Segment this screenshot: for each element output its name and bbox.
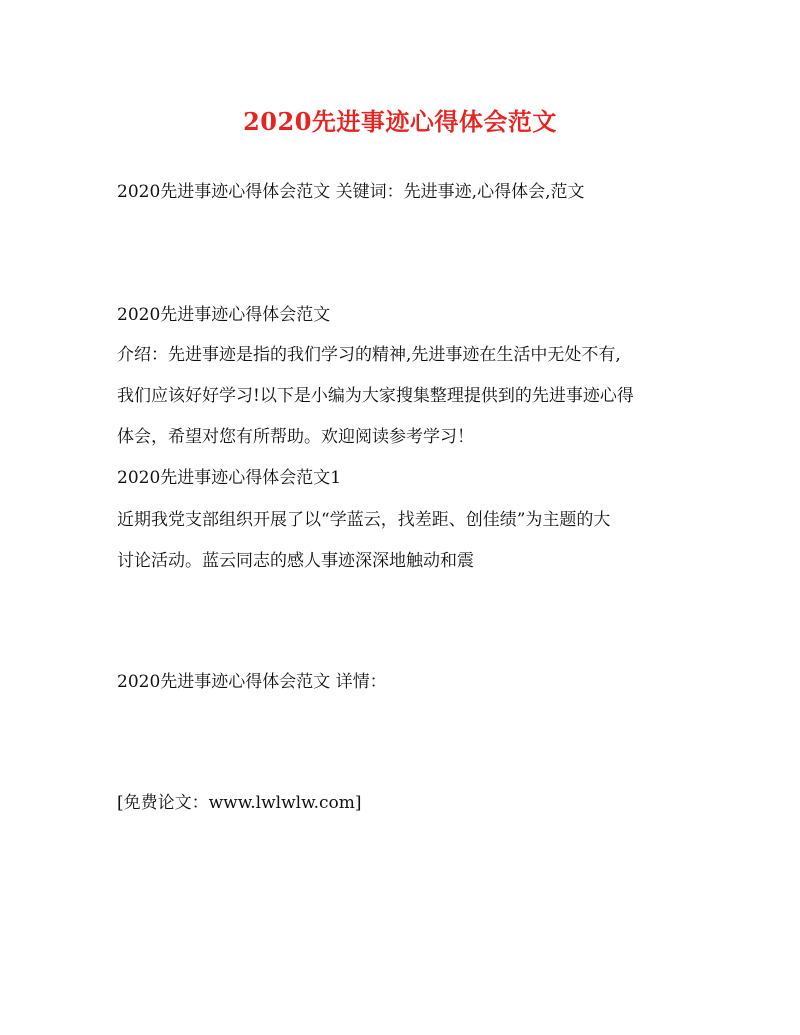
section-title: 2020先进事迹心得体会范文 [117, 305, 331, 325]
intro-line: 体会，希望对您有所帮助。欢迎阅读参考学习！ [117, 427, 474, 447]
page-title: 2020先进事迹心得体会范文 [243, 107, 557, 136]
details-line: 2020先进事迹心得体会范文 详情： [117, 672, 387, 692]
footer-link[interactable]: [免费论文：www.lwlwlw.com] [117, 793, 362, 813]
body-line: 近期我党支部组织开展了以“学蓝云，找差距、创佳绩”为主题的大 [117, 510, 611, 530]
body-line: 讨论活动。蓝云同志的感人事迹深深地触动和震 [117, 551, 474, 571]
intro-line: 介绍：先进事迹是指的我们学习的精神,先进事迹在生活中无处不有, [117, 345, 621, 365]
sub-title: 2020先进事迹心得体会范文1 [117, 468, 342, 488]
keywords-line: 2020先进事迹心得体会范文 关键词：先进事迹,心得体会,范文 [117, 182, 585, 202]
intro-line: 我们应该好好学习!以下是小编为大家搜集整理提供到的先进事迹心得 [117, 386, 634, 406]
